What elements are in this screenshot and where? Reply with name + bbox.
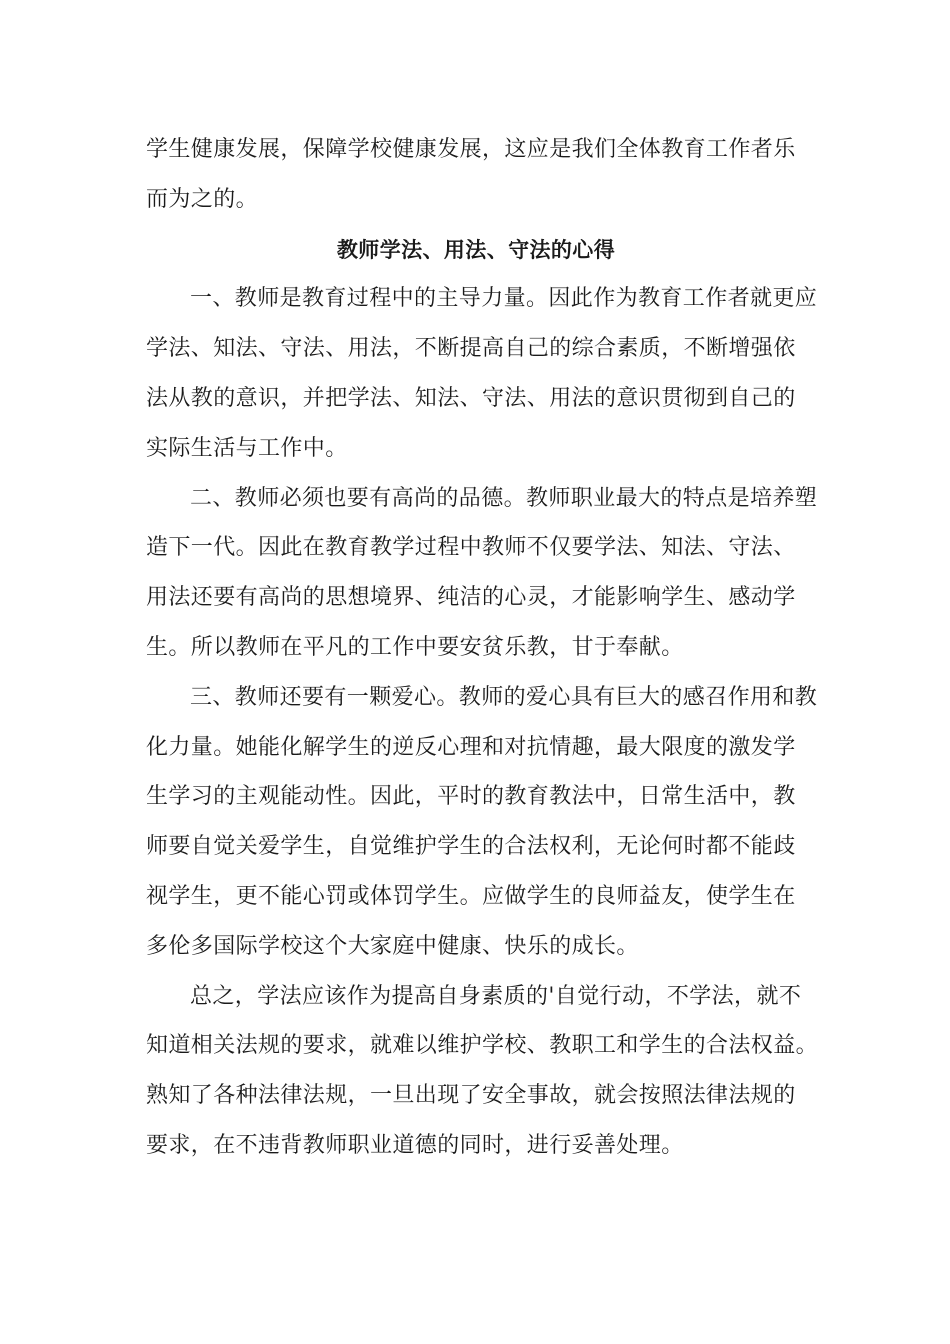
section-title: 教师学法、用法、守法的心得 — [336, 236, 616, 262]
paragraph-line: 多伦多国际学校这个大家庭中健康、快乐的成长。 — [146, 933, 639, 959]
paragraph-line: 学生健康发展，保障学校健康发展，这应是我们全体教育工作者乐 — [146, 137, 796, 162]
paragraph-line: 学法、知法、守法、用法，不断提高自己的综合素质，不断增强依 — [146, 336, 796, 362]
paragraph-line: 熟知了各种法律法规，一旦出现了安全事故，就会按照法律法规的 — [146, 1083, 796, 1109]
document-page — [146, 125, 819, 1171]
paragraph-line: 师要自觉关爱学生，自觉维护学生的合法权利，无论何时都不能歧 — [146, 834, 796, 860]
paragraph-line: 生学习的主观能动性。因此，平时的教育教法中，日常生活中，教 — [146, 784, 796, 810]
paragraph-line: 总之，学法应该作为提高自身素质的'自觉行动，不学法，就不 — [190, 983, 802, 1009]
paragraph-line: 视学生，更不能心罚或体罚学生。应做学生的良师益友，使学生在 — [146, 883, 796, 909]
paragraph-line: 二、教师必须也要有高尚的品德。教师职业最大的特点是培养塑 — [190, 485, 818, 511]
paragraph-line: 造下一代。因此在教育教学过程中教师不仅要学法、知法、守法、 — [146, 535, 796, 561]
paragraph-line: 而为之的。 — [146, 186, 259, 212]
paragraph-line: 生。所以教师在平凡的工作中要安贫乐教，甘于奉献。 — [146, 634, 684, 660]
paragraph-line: 一、教师是教育过程中的主导力量。因此作为教育工作者就更应 — [190, 286, 818, 312]
paragraph-line: 用法还要有高尚的思想境界、纯洁的心灵，才能影响学生、感动学 — [146, 585, 796, 611]
paragraph-line: 知道相关法规的要求，就难以维护学校、教职工和学生的合法权益。 — [146, 1033, 819, 1059]
paragraph-line: 法从教的意识，并把学法、知法、守法、用法的意识贯彻到自己的 — [146, 385, 796, 411]
paragraph-line: 化力量。她能化解学生的逆反心理和对抗情趣，最大限度的激发学 — [146, 734, 796, 760]
paragraph-line: 要求，在不违背教师职业道德的同时，进行妥善处理。 — [146, 1132, 684, 1158]
paragraph-line: 三、教师还要有一颗爱心。教师的爱心具有巨大的感召作用和教 — [190, 684, 818, 710]
paragraph-line: 实际生活与工作中。 — [146, 435, 348, 461]
